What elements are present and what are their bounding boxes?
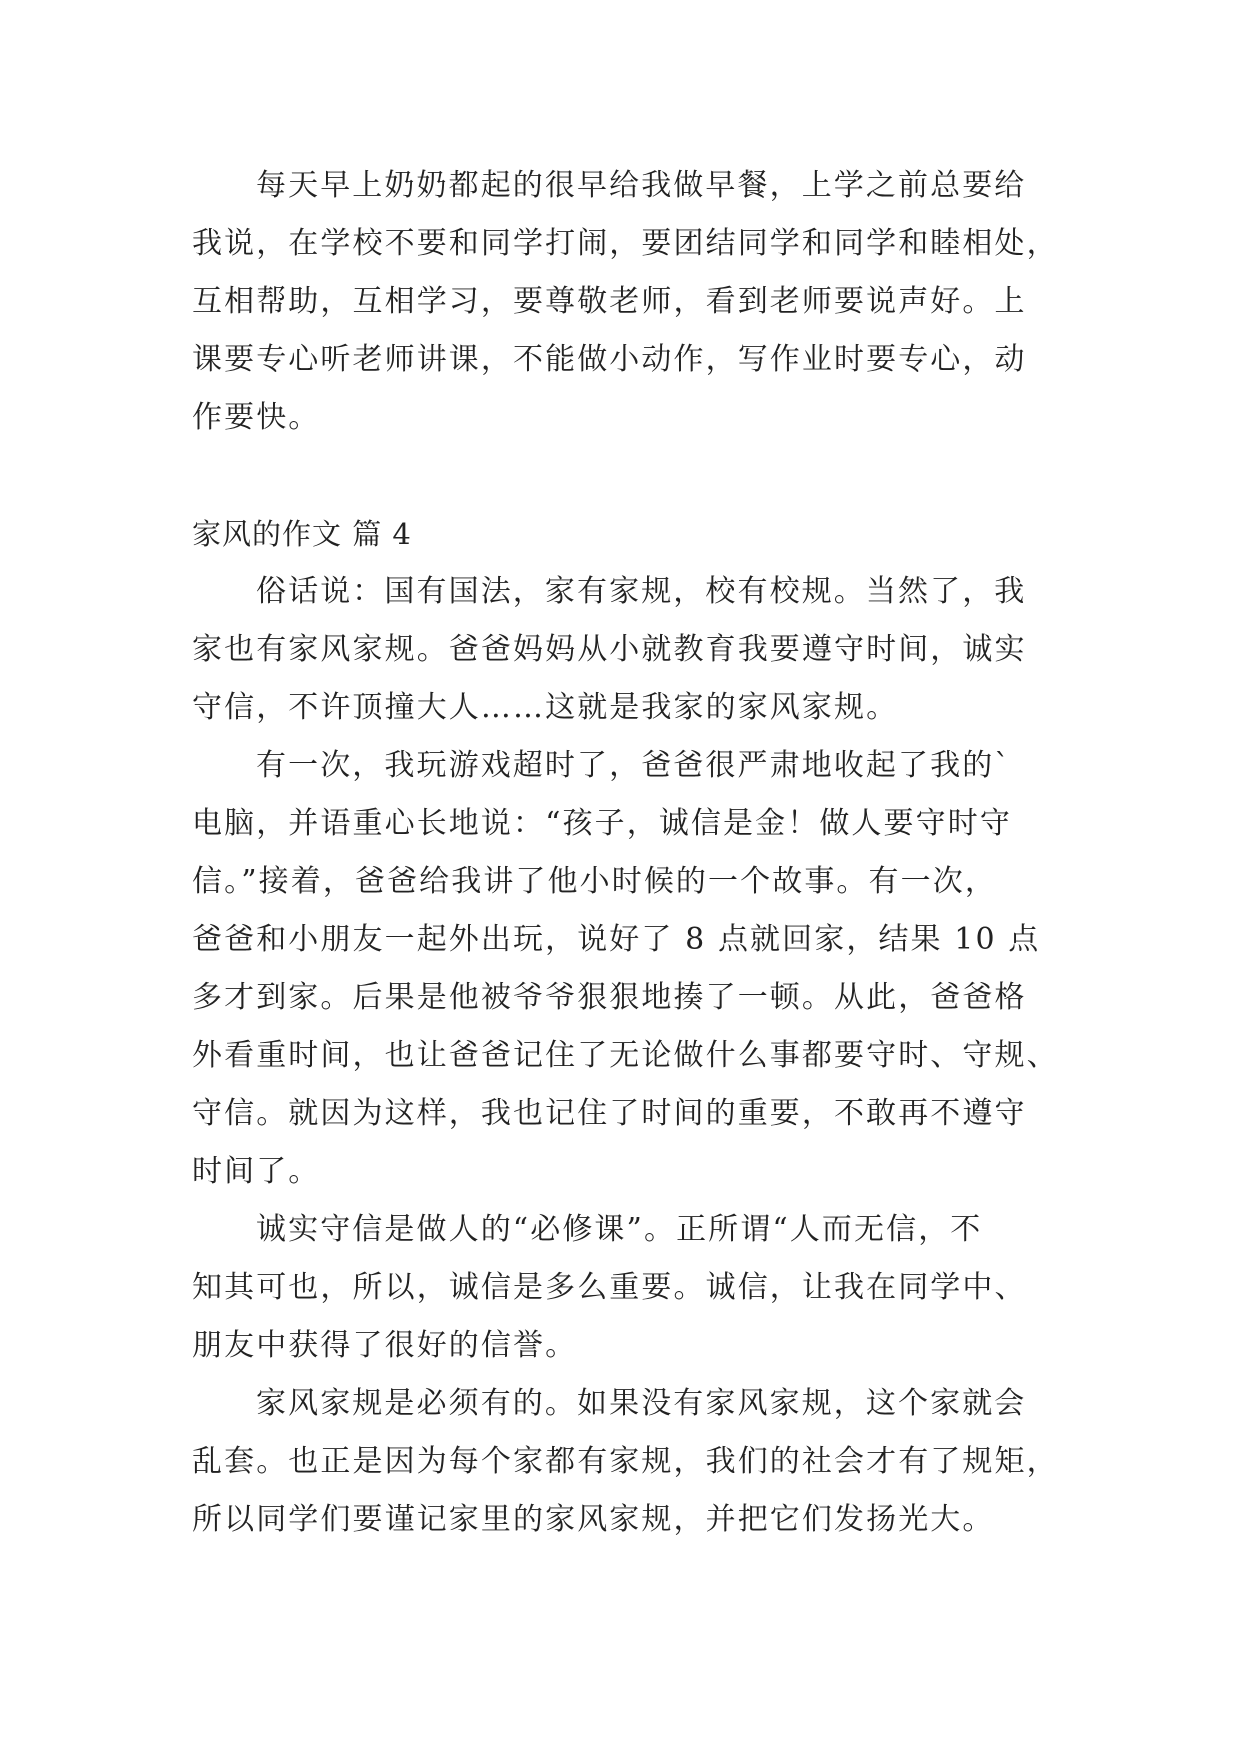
paragraph-line: 朋友中获得了很好的信誉。 bbox=[192, 1328, 578, 1363]
paragraph-line: 互相帮助，互相学习，要尊敬老师，看到老师要说声好。上 bbox=[192, 284, 1027, 319]
paragraph-line: 外看重时间，也让爸爸记住了无论做什么事都要守时、守规、 bbox=[192, 1038, 1059, 1073]
paragraph-line: 电脑，并语重心长地说：“孩子，诚信是金！做人要守时守 bbox=[192, 806, 1012, 841]
paragraph-line: 守信。就因为这样，我也记住了时间的重要，不敢再不遵守 bbox=[192, 1096, 1027, 1131]
paragraph-line: 俗话说：国有国法，家有家规，校有校规。当然了，我 bbox=[256, 574, 1027, 609]
paragraph-line: 家风家规是必须有的。如果没有家风家规，这个家就会 bbox=[256, 1386, 1027, 1421]
paragraph-line: 多才到家。后果是他被爷爷狠狠地揍了一顿。从此，爸爸格 bbox=[192, 980, 1027, 1015]
paragraph-line: 每天早上奶奶都起的很早给我做早餐，上学之前总要给 bbox=[256, 168, 1027, 203]
paragraph-line: 课要专心听老师讲课，不能做小动作，写作业时要专心，动 bbox=[192, 342, 1027, 377]
paragraph-line: 信。”接着，爸爸给我讲了他小时候的一个故事。有一次， bbox=[192, 864, 997, 899]
paragraph-line: 爸爸和小朋友一起外出玩，说好了 8 点就回家，结果 10 点 bbox=[192, 922, 1041, 957]
section-heading: 家风的作文 篇 4 bbox=[192, 517, 412, 551]
paragraph-line: 作要快。 bbox=[192, 400, 321, 435]
paragraph-line: 家也有家风家规。爸爸妈妈从小就教育我要遵守时间，诚实 bbox=[192, 632, 1027, 667]
paragraph-line: 所以同学们要谨记家里的家风家规，并把它们发扬光大。 bbox=[192, 1502, 995, 1537]
paragraph-line: 诚实守信是做人的“必修课”。正所谓“人而无信，不 bbox=[256, 1212, 983, 1247]
paragraph-line: 知其可也，所以，诚信是多么重要。诚信，让我在同学中、 bbox=[192, 1270, 1027, 1305]
paragraph-line: 乱套。也正是因为每个家都有家规，我们的社会才有了规矩， bbox=[192, 1444, 1059, 1479]
paragraph-line: 守信，不许顶撞大人……这就是我家的家风家规。 bbox=[192, 690, 899, 725]
paragraph-line: 我说，在学校不要和同学打闹，要团结同学和同学和睦相处， bbox=[192, 226, 1059, 261]
paragraph-line: 有一次，我玩游戏超时了，爸爸很严肃地收起了我的` bbox=[256, 748, 1012, 783]
paragraph-line: 时间了。 bbox=[192, 1154, 321, 1189]
